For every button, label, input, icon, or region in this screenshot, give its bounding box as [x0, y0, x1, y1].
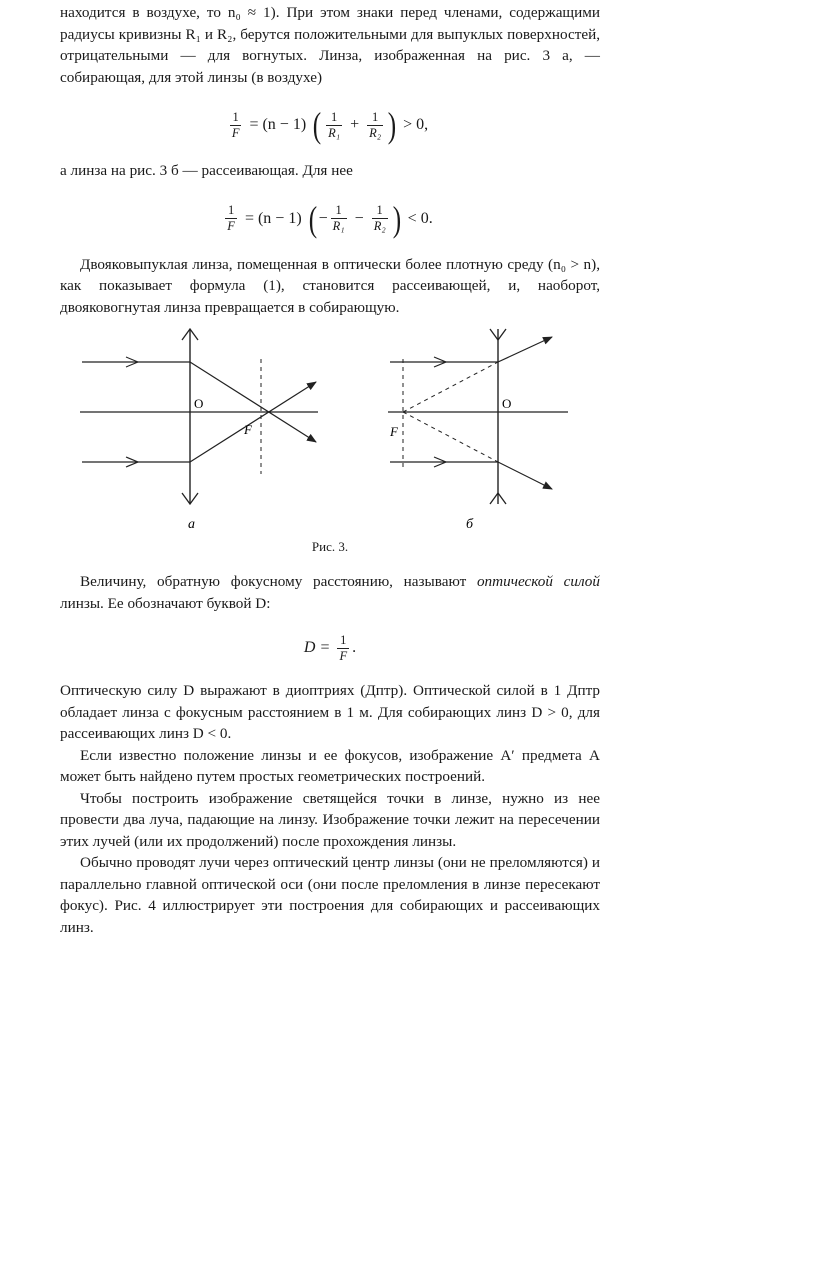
sublabel-a: а [188, 517, 195, 529]
fraction-1-over-r2: $\frac{1}{\text{R₂}}$ [369, 109, 382, 140]
refracted-ray-top [190, 362, 316, 442]
ray-extension-bottom [403, 412, 498, 462]
page-content [60, 0, 600, 938]
formula-eq: = (n − 1) [249, 116, 307, 133]
diverging-lens-diagram [388, 329, 568, 529]
paragraph-3: Двояковыпуклая линза, помещенная в оптически более плотную среду (n₀ > n), как показывает формула (1), становится рассеивающей, и, наоборот, двояковогнутая линза превращается в собирающую. [60, 255, 600, 316]
term-optical-power: оптической силой [476, 573, 600, 590]
center-label-right: O [502, 396, 512, 411]
figure-caption: Рис. 3. [311, 539, 349, 554]
paragraph-1: находится в воздухе, то n₀ ≈ 1). При этом знаки перед членами, содержащими радиусы кривизны R₁ и R₂, берутся положительными для выпуклых поверхностей, отрицательными — для вогнутых. Линза, изображенная на рис. 3 а, — собирающая, для этой линзы (в воздухе) [60, 4, 600, 86]
paragraph-5: Оптическую силу D выражают в диоптриях (Дптр). Оптической силой в 1 Дптр обладает линза с фокусным расстоянием в 1 м. Для собирающих линз D > 0, для рассеивающих линз D < 0. [60, 682, 600, 742]
paragraph-8: Обычно проводят лучи через оптический центр линзы (они не преломляются) и параллельно главной оптической оси (они после преломления в линзе пересекают фокус). Рис. 4 иллюстрирует эти построения для собирающих и рассеивающих линз. [60, 854, 600, 936]
formula-optical-power: D = $\frac{1}{F}$ . [303, 632, 357, 663]
figure-3 [60, 324, 600, 529]
paragraph-2: а линза на рис. 3 б — рассеивающая. Для нее [60, 162, 353, 179]
center-label-left: O [194, 396, 204, 411]
refracted-ray-bottom [190, 382, 316, 462]
focus-label-left: F [244, 422, 252, 437]
formula-converging: $\frac{1}{F}$ = (n − 1) ( $\frac{1}{\text{R₁}}$ + $\frac{1}{\text{R₂}}$ ) > 0, [231, 105, 429, 145]
paragraph-6: Если известно положение линзы и ее фокусов, изображение A′ предмета A может быть найдено путем простых геометрических построений. [60, 746, 600, 785]
lens-diagram [60, 324, 600, 529]
fraction-1-over-r1: $\frac{1}{\text{R₁}}$ [328, 109, 341, 140]
focus-label-right: F [390, 424, 398, 439]
converging-lens-diagram [80, 329, 318, 529]
ray-extension-top [403, 362, 498, 412]
diverged-ray-bottom [498, 462, 552, 489]
sublabel-b: б [466, 517, 474, 529]
formula-diverging: $\frac{1}{F}$ = (n − 1) ( − $\frac{1}{\text{R₁}}$ − $\frac{1}{\text{R₂}}$ ) < 0. [227, 198, 433, 239]
paragraph-4: Величину, обратную фокусному расстоянию, называют оптической силой линзы. Ее обозначают буквой D: [60, 573, 600, 612]
formula-relation: > 0, [403, 116, 429, 133]
paragraph-7: Чтобы построить изображение светящейся точки в линзе, нужно из нее провести два луча, падающие на линзу. Изображение точки лежит на пересечении этих лучей (или их продолжений) после прохождения линзы. [60, 789, 600, 850]
diverged-ray-top [498, 337, 552, 362]
fraction-1-over-f: $\frac{1}{F}$ [231, 109, 240, 140]
